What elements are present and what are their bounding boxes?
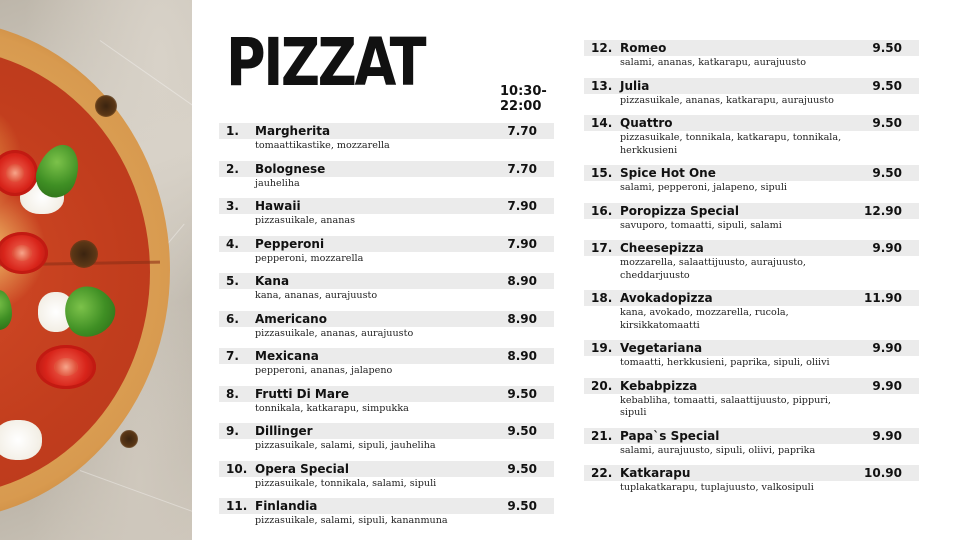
menu-item-price: 11.90 [864, 291, 902, 305]
menu-item-name: Finlandia [255, 499, 318, 513]
char-spot [120, 430, 138, 448]
menu-item [584, 340, 919, 370]
menu-item-price: 9.50 [507, 386, 537, 401]
menu-item-bar [584, 240, 919, 256]
menu-item-ingredients: pizzasuikale, ananas [255, 215, 356, 226]
menu-item-ingredients: pepperoni, mozzarella [255, 252, 364, 264]
menu-item-name: Dillinger [255, 424, 313, 438]
menu-item-ingredients: salami, ananas, katkarapu, aurajuusto [620, 57, 806, 68]
menu-item [584, 378, 919, 420]
menu-item-name: Poropizza Special [620, 203, 739, 218]
menu-item-number: 21. [591, 428, 613, 443]
menu-item-price: 9.90 [872, 241, 902, 255]
mozzarella [0, 420, 42, 460]
menu-item-price: 7.90 [507, 236, 537, 251]
menu-item [219, 123, 554, 153]
menu-item-ingredients: kana, avokado, mozzarella, rucola, kirsikkatomaatti [620, 307, 789, 331]
menu-item-ingredients: jauheliha [255, 177, 300, 189]
menu-item-bar [219, 423, 554, 439]
menu-item-ingredients: pizzasuikale, ananas, aurajuusto [255, 327, 414, 339]
menu-item-number: 3. [226, 199, 239, 213]
menu-item-ingredients: tomaatti, herkkusieni, paprika, sipuli, oliivi [620, 357, 830, 368]
menu-item-bar [219, 273, 554, 289]
menu-item [584, 78, 919, 108]
menu-item-number: 9. [226, 424, 239, 438]
menu-item-number: 15. [591, 166, 613, 180]
menu-item [584, 465, 919, 495]
menu-item-name: Quattro [620, 116, 673, 130]
menu-item [219, 461, 554, 491]
menu-column-right [584, 40, 919, 503]
menu-item-ingredients: mozzarella, salaattijuusto, aurajuusto, cheddarjuusto [620, 257, 806, 281]
menu-item-name: Bolognese [255, 161, 326, 176]
menu-item-price: 9.90 [872, 428, 902, 443]
menu-item [219, 311, 554, 341]
menu-item-ingredients: pizzasuikale, tonnikala, salami, sipuli [255, 477, 437, 489]
menu-item-name: Margherita [255, 124, 331, 138]
menu-item-name: Americano [255, 311, 327, 326]
menu-item [219, 498, 554, 528]
menu-item-ingredients: pizzasuikale, salami, sipuli, jauheliha [255, 440, 436, 451]
menu-item-bar [584, 465, 919, 481]
menu-item-name: Spice Hot One [620, 166, 716, 180]
menu-item-bar [219, 498, 554, 514]
menu-item-number: 5. [226, 274, 239, 288]
menu-item-number: 18. [591, 291, 613, 305]
menu-item-number: 1. [226, 124, 239, 138]
menu-item-name: Katkarapu [620, 466, 691, 480]
menu-item-price: 7.70 [507, 161, 537, 176]
menu-item-number: 20. [591, 378, 613, 393]
opening-hours-start: 10:30- [500, 84, 547, 99]
menu-item-number: 2. [226, 161, 239, 176]
menu-item-price: 8.90 [507, 274, 537, 288]
menu-column-left [219, 123, 554, 536]
paper-crease [80, 470, 192, 515]
menu-item-ingredients: savuporo, tomaatti, sipuli, salami [620, 219, 782, 231]
menu-item-number: 22. [591, 466, 613, 480]
menu-item-ingredients: tuplakatkarapu, tuplajuusto, valkosipuli [620, 482, 814, 493]
menu-item-bar [219, 311, 554, 327]
menu-item [219, 236, 554, 266]
menu-item-bar [584, 428, 919, 444]
menu-item-ingredients: pizzasuikale, tonnikala, katkarapu, tonnikala, herkkusieni [620, 132, 842, 156]
menu-item-name: Romeo [620, 41, 667, 55]
menu-item [219, 423, 554, 453]
menu-item-number: 19. [591, 341, 613, 355]
menu-item-number: 4. [226, 236, 239, 251]
menu-item-bar [584, 290, 919, 306]
menu-item [584, 290, 919, 332]
menu-item-price: 10.90 [864, 466, 902, 480]
menu-item-name: Pepperoni [255, 236, 325, 251]
menu-item-ingredients: salami, aurajuusto, sipuli, oliivi, paprika [620, 444, 816, 456]
menu-item-number: 10. [226, 461, 248, 476]
opening-hours-end: 22:00 [500, 99, 542, 114]
menu-item-bar [219, 123, 554, 139]
menu-item-name: Avokadopizza [620, 291, 713, 305]
menu-item-price: 9.50 [507, 499, 537, 513]
menu-item-name: Hawaii [255, 199, 301, 213]
menu-item-price: 9.50 [507, 424, 537, 438]
menu-item-price: 9.50 [872, 166, 902, 180]
menu-item-bar [219, 348, 554, 364]
menu-item-bar [584, 115, 919, 131]
menu-item-price: 8.90 [507, 311, 537, 326]
menu-item-price: 7.90 [507, 199, 537, 213]
menu-item [219, 161, 554, 191]
menu-item-ingredients: tonnikala, katkarapu, simpukka [255, 402, 409, 414]
menu-item [584, 40, 919, 70]
menu-item-price: 9.90 [872, 378, 902, 393]
menu-item [584, 240, 919, 282]
menu-item-name: Vegetariana [620, 341, 703, 355]
menu-item-name: Julia [620, 78, 650, 93]
menu-item [219, 273, 554, 303]
menu-item-bar [584, 165, 919, 181]
menu-item [584, 428, 919, 458]
menu-item-ingredients: kana, ananas, aurajuusto [255, 290, 378, 301]
menu-item-bar [584, 203, 919, 219]
char-spot [95, 95, 117, 117]
menu-item-price: 9.90 [872, 341, 902, 355]
menu-item-number: 13. [591, 78, 613, 93]
menu-item [584, 165, 919, 195]
opening-hours [500, 84, 550, 114]
menu-item-number: 16. [591, 203, 613, 218]
menu-item-number: 8. [226, 386, 239, 401]
menu-item [584, 115, 919, 157]
menu-title: PIZZAT [226, 24, 425, 101]
menu-item [219, 386, 554, 416]
menu-item-name: Cheesepizza [620, 241, 704, 255]
menu-item-bar [584, 40, 919, 56]
menu-item-ingredients: salami, pepperoni, jalapeno, sipuli [620, 182, 787, 193]
menu-item-name: Frutti Di Mare [255, 386, 350, 401]
menu-item-bar [584, 78, 919, 94]
menu-item [219, 198, 554, 228]
menu-item-bar [584, 378, 919, 394]
menu-item-ingredients: tomaattikastike, mozzarella [255, 140, 390, 151]
menu-item-price: 9.50 [507, 461, 537, 476]
pizza-photo [0, 0, 192, 540]
menu-item-bar [219, 461, 554, 477]
menu-item [219, 348, 554, 378]
menu-item-number: 12. [591, 41, 613, 55]
menu-item-ingredients: pizzasuikale, salami, sipuli, kananmuna [255, 515, 448, 526]
char-spot [70, 240, 98, 268]
cherry-tomato [36, 345, 96, 389]
menu-item-name: Kana [255, 274, 290, 288]
menu-item-price: 9.50 [872, 116, 902, 130]
menu-item-price: 8.90 [507, 349, 537, 363]
menu-item-bar [219, 236, 554, 252]
menu-item-number: 6. [226, 311, 239, 326]
menu-item-price: 12.90 [864, 203, 902, 218]
menu-item-bar [219, 161, 554, 177]
menu-item [584, 203, 919, 233]
menu-item-name: Mexicana [255, 349, 319, 363]
menu-item-bar [219, 386, 554, 402]
menu-item-number: 7. [226, 349, 239, 363]
menu-item-number: 17. [591, 241, 613, 255]
menu-item-ingredients: pepperoni, ananas, jalapeno [255, 365, 393, 376]
menu-item-price: 9.50 [872, 41, 902, 55]
menu-item-ingredients: pizzasuikale, ananas, katkarapu, aurajuusto [620, 94, 834, 106]
menu-item-ingredients: kebabliha, tomaatti, salaattijuusto, pippuri, sipuli [620, 394, 831, 418]
menu-item-bar [584, 340, 919, 356]
menu-item-name: Opera Special [255, 461, 349, 476]
menu-item-name: Kebabpizza [620, 378, 698, 393]
menu-item-price: 9.50 [872, 78, 902, 93]
menu-item-bar [219, 198, 554, 214]
menu-item-number: 11. [226, 499, 248, 513]
menu-item-price: 7.70 [507, 124, 537, 138]
menu-item-name: Papa`s Special [620, 428, 720, 443]
menu-item-number: 14. [591, 116, 613, 130]
